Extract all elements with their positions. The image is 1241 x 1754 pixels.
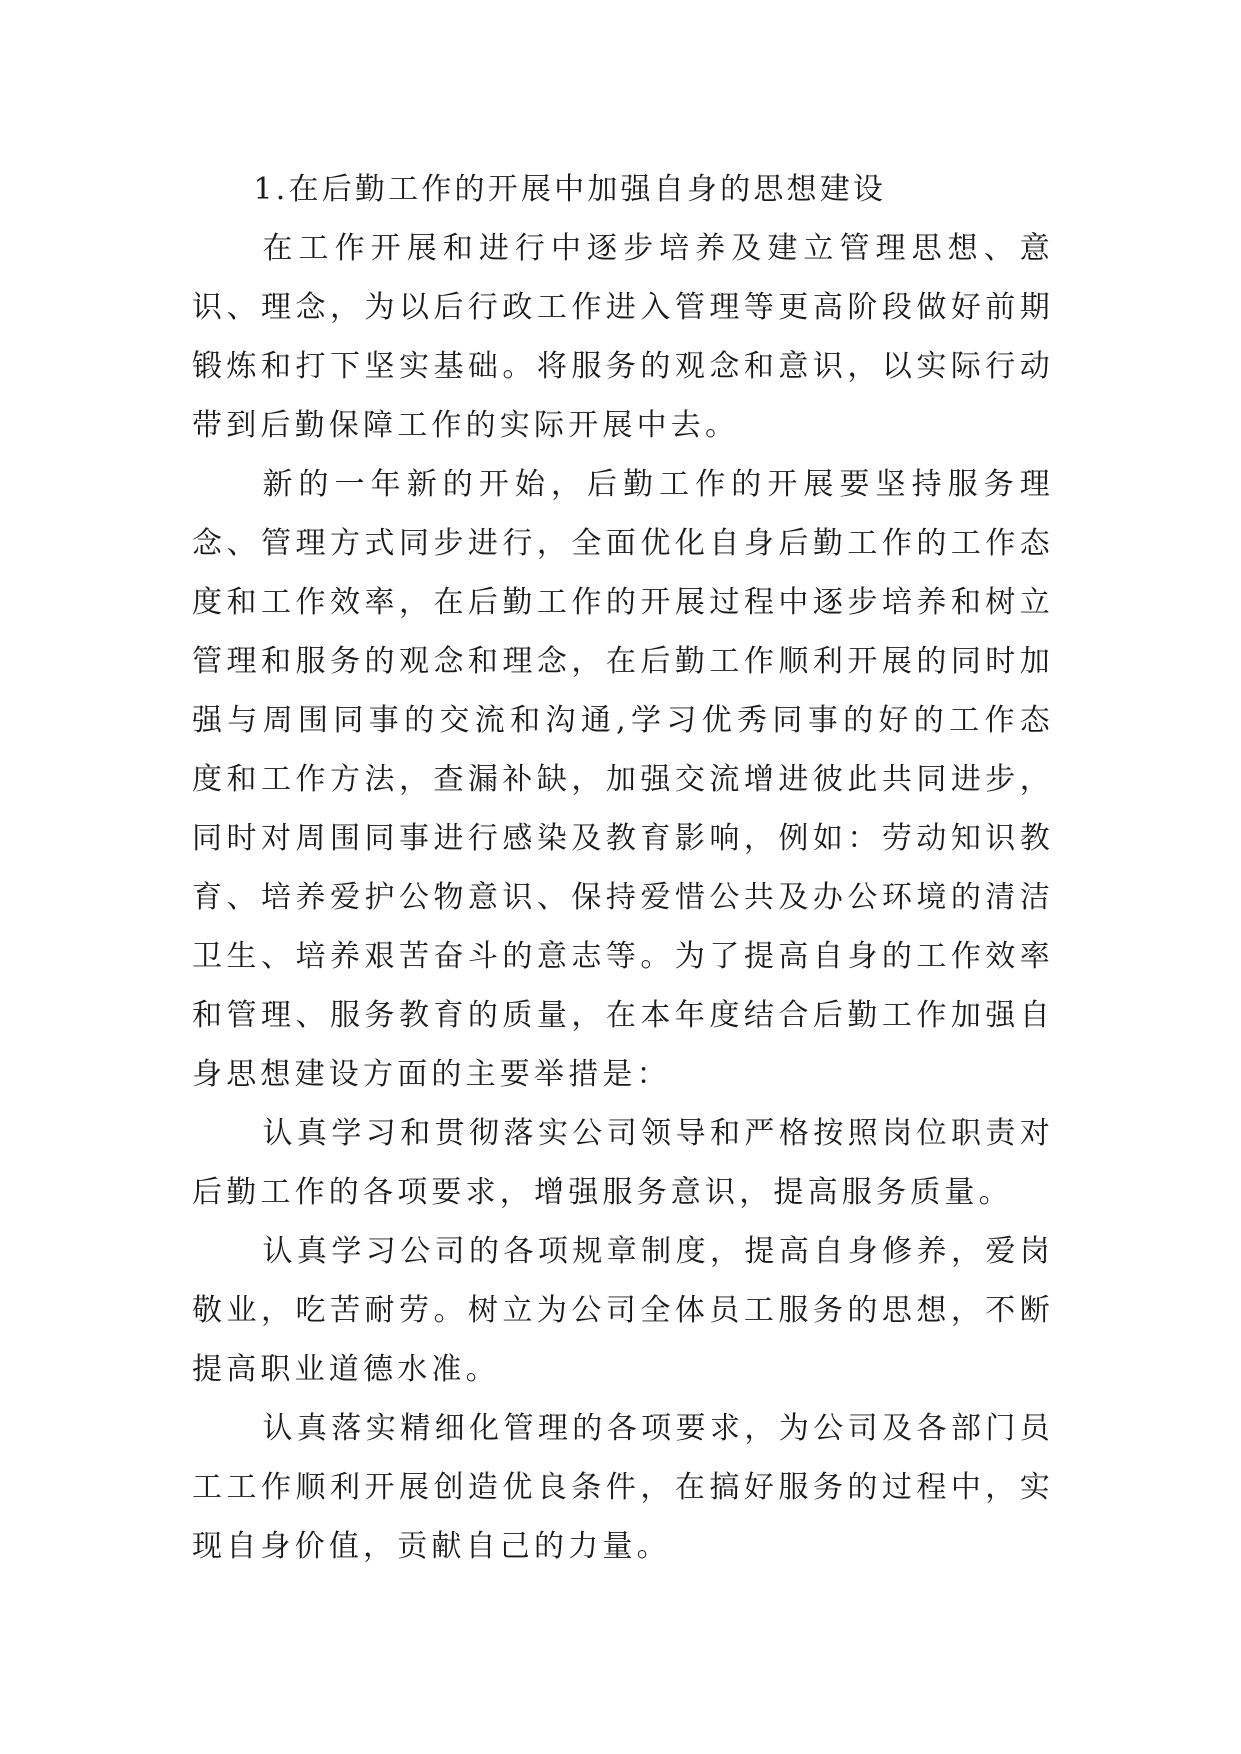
section-heading: 1.在后勤工作的开展中加强自身的思想建设 xyxy=(253,172,887,207)
document-page xyxy=(192,160,1054,1576)
paragraph-4: 认真学习公司的各项规章制度，提高自身修养，爱岗敬业，吃苦耐劳。树立为公司全体员工服务的思想，不断提高职业道德水准。 xyxy=(192,1234,1054,1387)
paragraph-2: 新的一年新的开始，后勤工作的开展要坚持服务理念、管理方式同步进行，全面优化自身后勤工作的工作态度和工作效率，在后勤工作的开展过程中逐步培养和树立管理和服务的观念和理念，在后勤工作顺利开展的同时加强与周围同事的交流和沟通,学习优秀同事的好的工作态度和工作方法，查漏补缺，加强交流增进彼此共同进步，同时对周围同事进行感染及教育影响，例如：劳动知识教育、培养爱护公物意识、保持爱惜公共及办公环境的清洁卫生、培养艰苦奋斗的意志等。为了提高自身的工作效率和管理、服务教育的质量，在本年度结合后勤工作加强自身思想建设方面的主要举措是： xyxy=(192,467,1054,1092)
paragraph-3: 认真学习和贯彻落实公司领导和严格按照岗位职责对后勤工作的各项要求，增强服务意识，提高服务质量。 xyxy=(192,1116,1054,1210)
paragraph-1: 在工作开展和进行中逐步培养及建立管理思想、意识、理念，为以后行政工作进入管理等更高阶段做好前期锻炼和打下坚实基础。将服务的观念和意识，以实际行动带到后勤保障工作的实际开展中去。 xyxy=(192,231,1054,443)
paragraph-5: 认真落实精细化管理的各项要求，为公司及各部门员工工作顺利开展创造优良条件，在搞好服务的过程中，实现自身价值，贡献自己的力量。 xyxy=(192,1411,1054,1564)
